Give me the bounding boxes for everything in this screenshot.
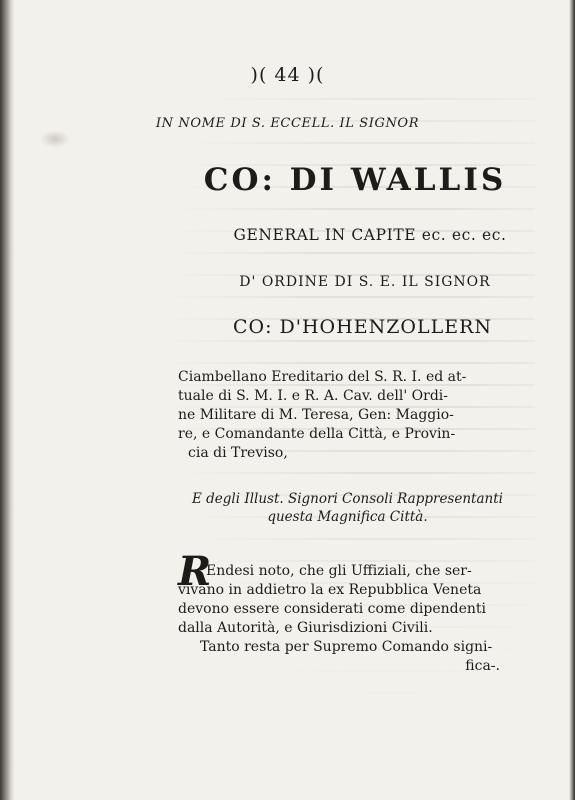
body-line: Tanto resta per Supremo Comando signi-: [200, 639, 493, 655]
page-number: )( 44 )(: [250, 64, 325, 86]
body-paragraph: [178, 562, 518, 676]
titles-line: cia di Treviso,: [188, 445, 288, 461]
body-line: devono essere considerati come dipendenti: [178, 601, 486, 617]
consuls-line: E degli Illust. Signori Consoli Rappresentanti: [192, 491, 503, 507]
drop-cap: R: [178, 548, 212, 595]
heading-d-ordine: D' ORDINE DI S. E. IL SIGNOR: [239, 274, 491, 290]
titles-paragraph: [178, 368, 515, 463]
consuls-paragraph: [175, 490, 520, 526]
titles-line: Ciambellano Ereditario del S. R. I. ed at-: [178, 369, 467, 385]
body-line: dalla Autorità, e Giurisdizioni Civili.: [178, 620, 433, 636]
heading-in-nome: IN NOME DI S. ECCELL. IL SIGNOR: [155, 116, 420, 131]
titles-line: re, e Comandante della Città, e Provin-: [178, 426, 456, 442]
paper-stain: [40, 130, 70, 148]
heading-hohenzollern: CO: D'HOHENZOLLERN: [232, 316, 493, 338]
titles-line: tuale di S. M. I. e R. A. Cav. dell' Ordi-: [178, 388, 448, 404]
heading-co-di-wallis: CO: DI WALLIS: [203, 162, 507, 198]
heading-general-in-capite: GENERAL IN CAPITE ec. ec. ec.: [233, 226, 507, 244]
catchword: fica-.: [465, 658, 500, 674]
titles-line: ne Militare di M. Teresa, Gen: Maggio-: [178, 407, 454, 423]
consuls-line: questa Magnifica Città.: [267, 509, 428, 525]
body-line: vivano in addietro la ex Repubblica Veneta: [178, 582, 482, 598]
body-line: Endesi noto, che gli Uffiziali, che ser-: [206, 563, 472, 579]
